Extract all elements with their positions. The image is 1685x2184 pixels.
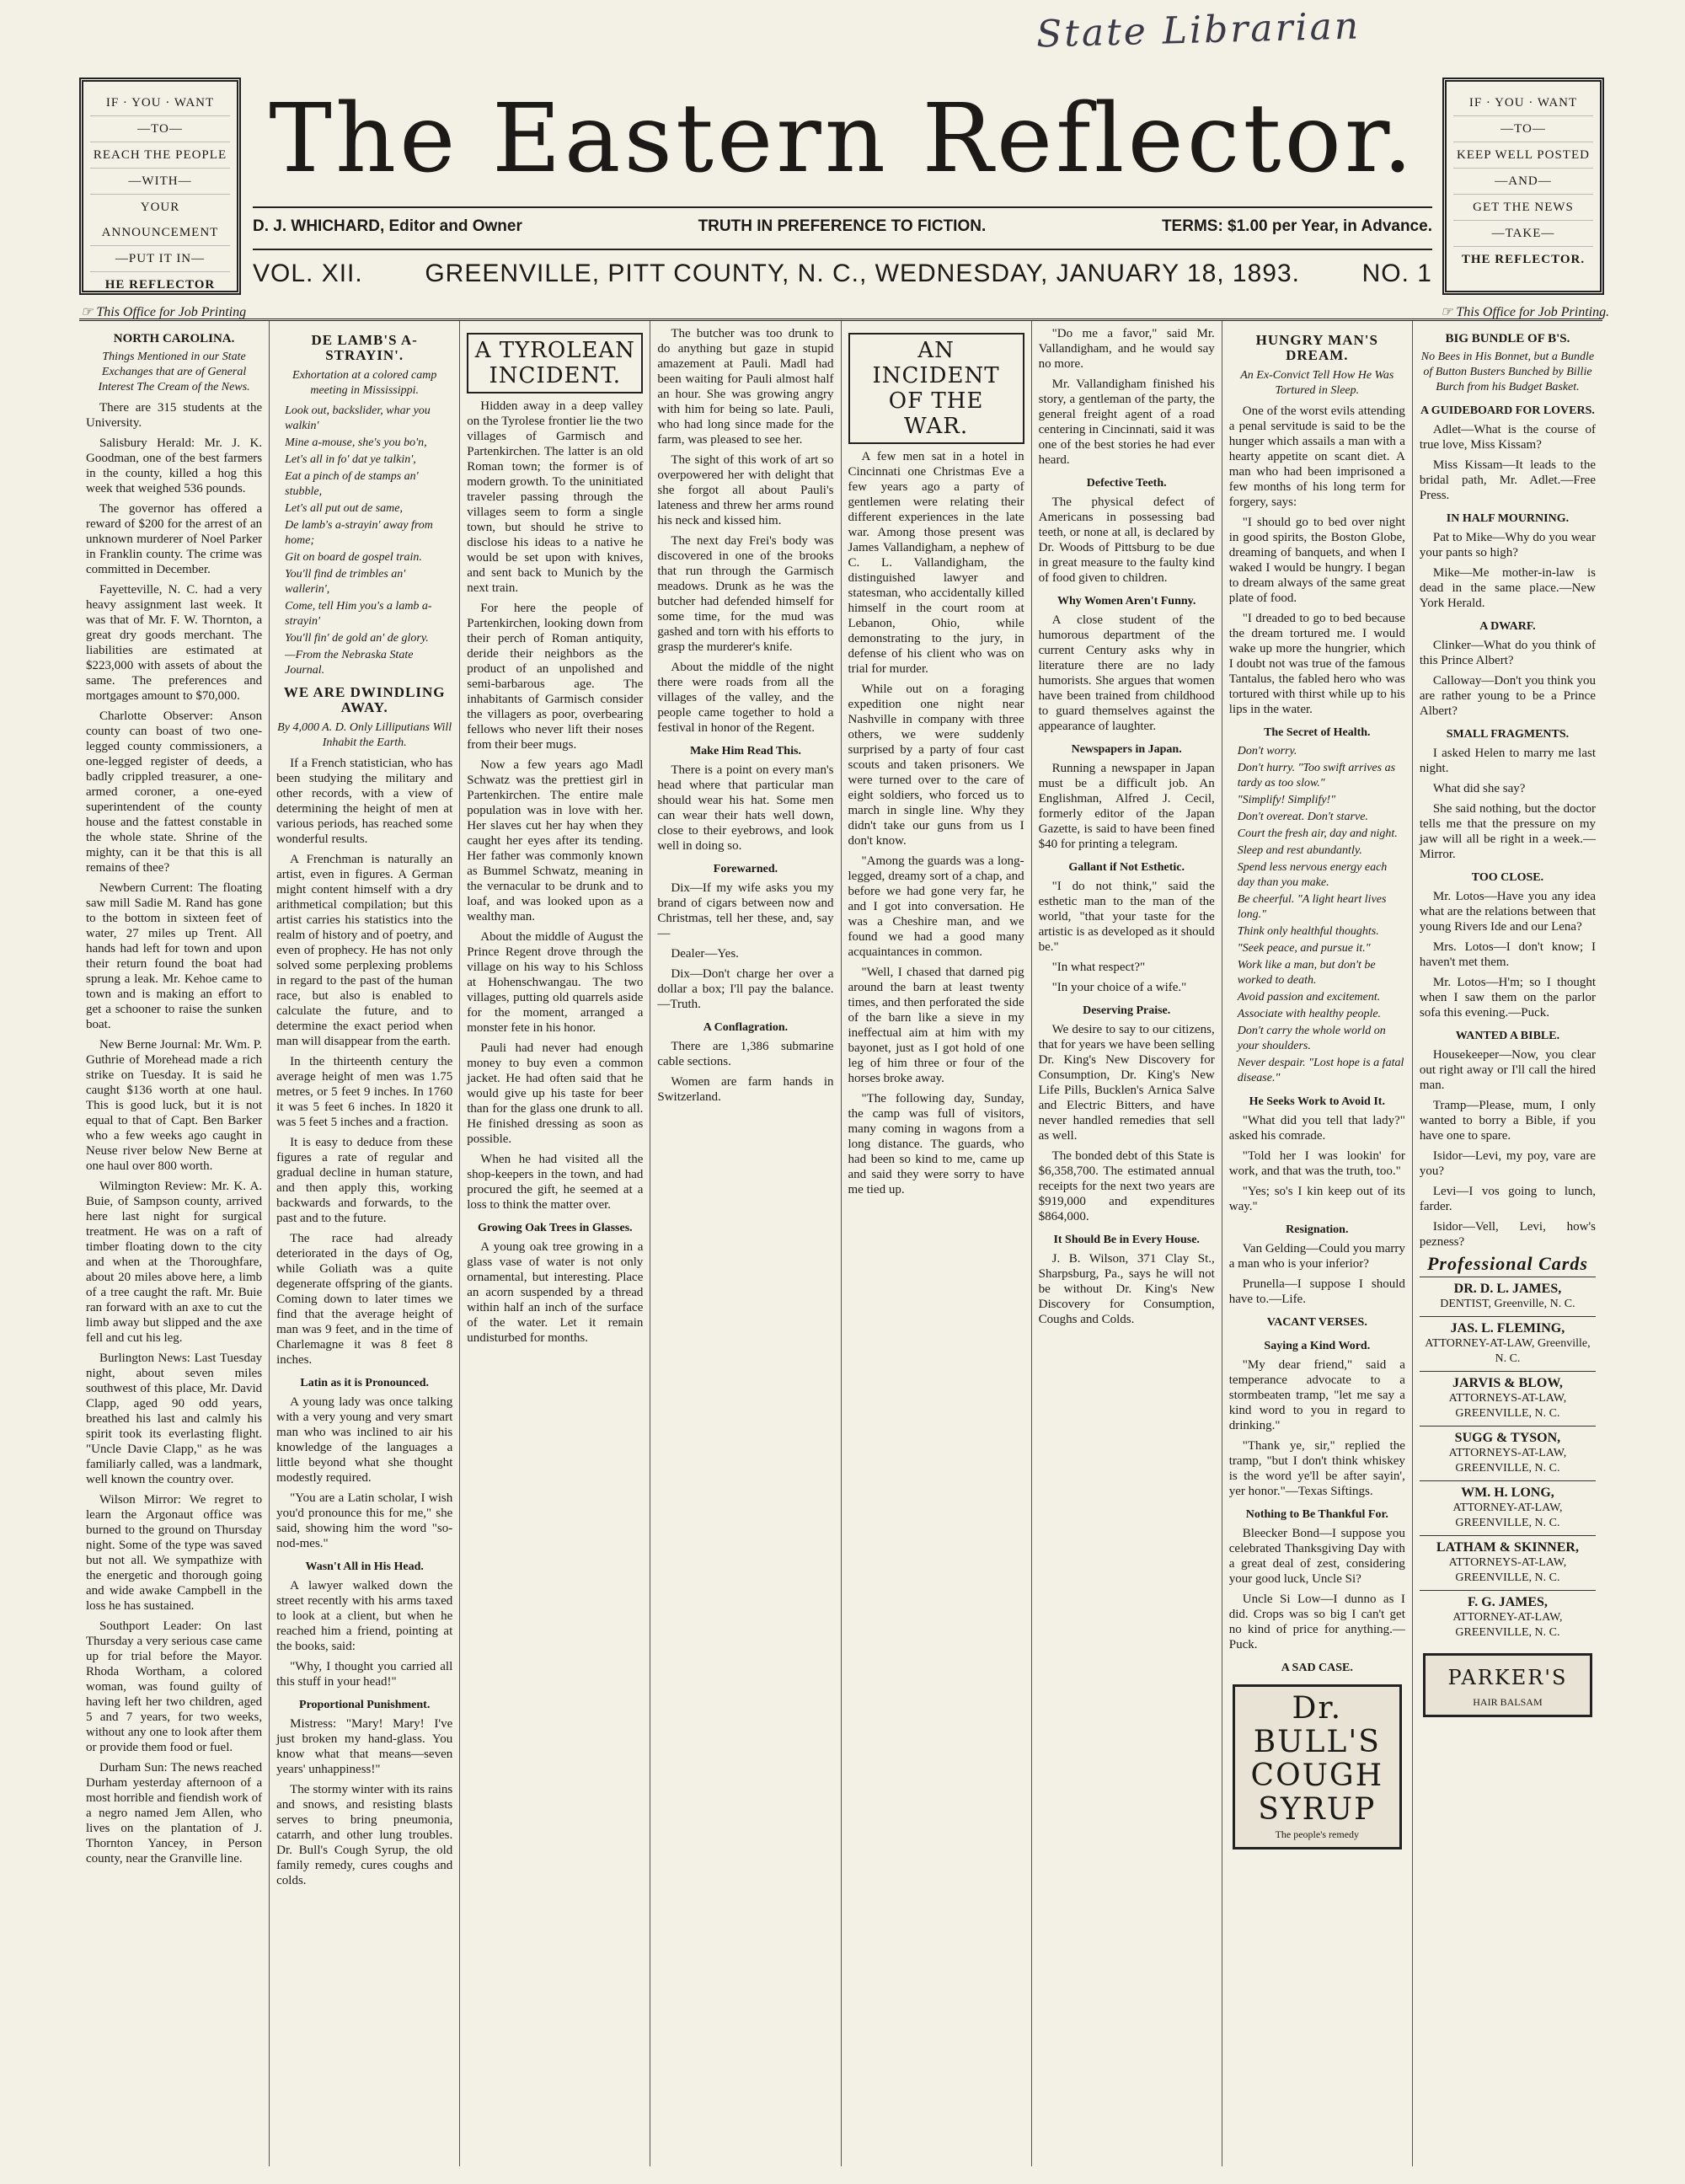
dateline: GREENVILLE, PITT COUNTY, N. C., WEDNESDAY, JANUARY 18, 1893. [425, 260, 1301, 287]
article-headline: Gallant if Not Esthetic. [1068, 861, 1185, 874]
left-ear-line: IF · YOU · WANT [90, 90, 230, 116]
article-paragraph: Women are farm hands in Switzerland. [657, 1075, 834, 1104]
article-paragraph: When he had visited all the shop-keepers in the town, and had procured the gift, he seemed at a loss to think the matter over. [467, 1153, 644, 1212]
column-heading: BIG BUNDLE OF B'S. [1445, 332, 1570, 345]
left-ear-note-text: This Office for Job Printing [96, 305, 247, 319]
article-paragraph: There are 1,386 submarine cable sections. [657, 1040, 834, 1068]
ad-tagline: The people's remedy [1275, 1828, 1360, 1840]
article-paragraph: The physical defect of Americans in possessing bad teeth, or none at all, is declared by Dr. Woods of Pittsburg to be due in great measure to the faulty kind of food given to children. [1038, 495, 1215, 585]
article-paragraph: A Frenchman is naturally an artist, even in figures. A German might content himself with a dry arithmetical compilation; but this artist carries his statistics into the realm of history and of poetry, and even of prophecy. He has not only solved some perplexing problems in regard to the past of the human race, but also is enabled to calculate the future, and to determine the exact period when man will disappear from the earth. [276, 853, 453, 1048]
joke-headline: IN HALF MOURNING. [1446, 512, 1570, 525]
article-paragraph: Mistress: "Mary! Mary! I've just broken my hand-glass. You know what that means—seven years' unhappiness!" [276, 1717, 453, 1776]
left-ear-note: ☞ This Office for Job Printing [81, 305, 247, 319]
news-item: Charlotte Observer: Anson county can boast of two one-legged county commissioners, a one-legged register of deeds, a badly crippled treasurer, a one-armed coroner, a one-eyed superintendent of the county house and the fattest constable in the whole state. Shrine of the mighty, can it be that this is all remains of thee? [86, 709, 263, 875]
article-headline: WE ARE DWINDLING AWAY. [283, 684, 446, 715]
article-headline: Growing Oak Trees in Glasses. [477, 1222, 633, 1234]
poem-line: Look out, backslider, whar you walkin' [285, 404, 431, 432]
joke-line: Miss Kissam—It leads to the bridal path, Mr. Adlet.—Free Press. [1419, 458, 1596, 502]
joke-headline: A GUIDEBOARD FOR LOVERS. [1420, 404, 1595, 417]
joke-line: Mr. Lotos—H'm; so I thought when I saw them on the parlor sofa this evening.—Puck. [1419, 976, 1596, 1020]
card-name: SUGG & TYSON, [1454, 1431, 1561, 1445]
health-rule: Never despair. "Lost hope is a fatal disease." [1237, 1057, 1404, 1084]
article-paragraph: "In what respect?" [1051, 961, 1146, 974]
joke-line: Adlet—What is the course of true love, Miss Kissam? [1419, 423, 1596, 452]
article-paragraph: "Why, I thought you carried all this stuff in your head!" [276, 1660, 453, 1689]
handwritten-annotation: State Librarian [1035, 4, 1361, 56]
poem-line: Git on board de gospel train. [285, 551, 422, 564]
article-paragraph: "Told her I was lookin' for work, and that was the truth, too." [1228, 1149, 1405, 1178]
article-headline: The Secret of Health. [1264, 726, 1371, 739]
article-paragraph: The stormy winter with its rains and snows, and resisting blasts serves to bring pneumonia, catarrh, and other lung troubles. Dr. Bull's Cough Syrup, the old family remedy, cures coughs and colds. [276, 1783, 453, 1887]
professional-card [1420, 1426, 1596, 1480]
joke-line: Calloway—Don't you think you are rather young to be a Prince Albert? [1419, 674, 1596, 718]
news-item: Wilson Mirror: We regret to learn the Argonaut office was burned to the ground on Thursday night. Some of the type was saved but not all. We sympathize with the energetic and thorough going and wide awake Campbell in the loss he has sustained. [86, 1493, 263, 1613]
article-paragraph: We desire to say to our citizens, that for years we have been selling Dr. King's New Discovery for Consumption, Dr. King's New Life Pills, Bucklen's Arnica Salve and Electric Bitters, and have never handled remedies that sell as well. [1038, 1023, 1215, 1143]
volume-number: VOL. XII. [253, 260, 363, 287]
card-line: DENTIST, Greenville, N. C. [1440, 1298, 1575, 1310]
motto-line: TRUTH IN PREFERENCE TO FICTION. [698, 217, 987, 235]
right-ear-line: IF · YOU · WANT [1453, 90, 1593, 116]
article-paragraph: "In your choice of a wife." [1051, 981, 1187, 994]
article-paragraph: "Yes; so's I kin keep out of its way." [1228, 1185, 1405, 1213]
poem-line: De lamb's a-strayin' away from home; [285, 519, 433, 547]
masthead-subline [253, 217, 1432, 236]
joke-line: Levi—I vos going to lunch, farder. [1419, 1185, 1596, 1213]
masthead-rule [253, 206, 1432, 208]
news-item: Wilmington Review: Mr. K. A. Buie, of Sampson county, arrived here last night for surgical treatment. He was on a raft of timber floating down to the city and when at the Thoroughfare, about 20 miles above here, a limb of a tree caught the raft. Mr. Buie ran forward with an axe to cut the limb away but slipped and the axe fell and cut his leg. [86, 1180, 263, 1345]
health-rule: Be cheerful. "A light heart lives long." [1237, 893, 1387, 921]
column-6 [1032, 321, 1222, 2166]
article-paragraph: "What did you tell that lady?" asked his comrade. [1228, 1114, 1405, 1143]
article-paragraph: A few men sat in a hotel in Cincinnati one Christmas Eve a few years ago a party of gentlemen were relating their different experiences in the late war. Among those present was James Vallandigham, a nephew of C. L. Vallandigham, the distinguished lawyer and statesman, who accidentally killed himself in the court room at Lebanon, Ohio, while demonstrating to the jury, in defense of his client who was on trial for murder. [848, 450, 1024, 676]
poem-line: Mine a-mouse, she's you bo'n, [285, 436, 427, 449]
article-headline: Saying a Kind Word. [1264, 1340, 1371, 1352]
professional-card [1420, 1535, 1596, 1590]
joke-line: What did she say? [1432, 782, 1526, 795]
news-item: Burlington News: Last Tuesday night, about seven miles southwest of this place, Mr. David Clapp, aged 90 odd years, breathed his last and calmly his spirit took its everlasting flight. "Uncle Davie Clapp," as he was familiarly called, was a landmark, well known the country over. [86, 1352, 263, 1486]
column-3 [460, 321, 650, 2166]
right-ear-note-text: This Office for Job Printing. [1456, 305, 1610, 319]
card-line: ATTORNEY-AT-LAW, GREENVILLE, N. C. [1452, 1611, 1563, 1639]
health-rule: Spend less nervous energy each day than you make. [1237, 861, 1388, 889]
newspaper-title: The Eastern Reflector. [269, 84, 1416, 194]
news-item: Salisbury Herald: Mr. J. K. Goodman, one of the best farmers in the county, killed a hog this week that weighed 536 pounds. [86, 436, 263, 495]
column-1 [79, 321, 270, 2166]
article-paragraph: Pauli had never had enough money to buy even a common jacket. He had often said that he would give up his taste for beer than for the glass one drunk to all. He finished dressing as soon as possible. [467, 1041, 644, 1146]
card-name: DR. D. L. JAMES, [1453, 1282, 1562, 1296]
article-paragraph: The sight of this work of art so overpowered her with delight that she forgot all about Pauli's lateness and threw her arms round his neck and kissed him. [657, 453, 834, 527]
cough-syrup-ad [1233, 1684, 1402, 1849]
poem-line: Come, tell Him you's a lamb a-strayin' [285, 600, 432, 628]
card-line: ATTORNEYS-AT-LAW, GREENVILLE, N. C. [1448, 1392, 1567, 1420]
article-headline: He Seeks Work to Avoid It. [1249, 1095, 1385, 1108]
column-7 [1222, 321, 1413, 2166]
card-name: WM. H. LONG, [1461, 1485, 1554, 1500]
joke-line: Mrs. Lotos—I don't know; I haven't met them. [1419, 940, 1596, 969]
article-headline: Forewarned. [713, 863, 778, 875]
article-paragraph: About the middle of August the Prince Regent drove through the village on his way to his Schloss at Hohenschwangau. The two villages, putting old quarrels aside for the moment, arranged a monster fete in his honor. [467, 930, 644, 1035]
professional-card [1420, 1590, 1596, 1645]
right-ear-line: THE REFLECTOR. [1461, 253, 1586, 266]
article-paragraph: Uncle Si Low—I dunno as I did. Crops was so big I can't get no kind of price for anything.—Puck. [1228, 1592, 1405, 1651]
joke-headline: WANTED A BIBLE. [1455, 1030, 1560, 1042]
joke-line: Clinker—What do you think of this Prince Albert? [1419, 639, 1596, 667]
article-headline: Make Him Read This. [689, 745, 801, 757]
right-ear-box [1442, 78, 1604, 295]
news-item: Southport Leader: On last Thursday a very serious case came up for trial before the Mayor. Rhoda Wortham, a colored woman, was found guilty of having left her two children, aged 5 and 7 years, for two weeks, without any one to look after them or provide them food or fuel. [86, 1619, 263, 1754]
article-paragraph: One of the worst evils attending a penal servitude is said to be the hunger which assails a man with a hearty appetite on scant diet. A man who had been imprisoned a few months of his long term for forgery, says: [1228, 404, 1405, 509]
health-rule: Avoid passion and excitement. [1237, 991, 1381, 1004]
article-paragraph: It is easy to deduce from these figures a rate of regular and gradual decline in human stature, and then apply this, working backwards and forwards, to the past and to the future. [276, 1136, 453, 1225]
article-headline: Proportional Punishment. [299, 1699, 431, 1711]
joke-line: Pat to Mike—Why do you wear your pants so high? [1419, 531, 1596, 559]
article-paragraph: Van Gelding—Could you marry a man who is your inferior? [1228, 1242, 1405, 1271]
article-paragraph: The butcher was too drunk to do anything but gaze in stupid amazement at Pauli. Madl had been waiting for Pauli almost half an hour. She was growing angry with him for being so late. Pauli, who had long since made for the farm, was pleased to see her. [657, 327, 834, 447]
article-paragraph: "Among the guards was a long-legged, dreamy sort of a chap, and before we had gone very far, he and I got into conversation. He was a Cheshire man, and we found we had a good many acquaintances in common. [848, 854, 1024, 959]
health-rule: Work like a man, but don't be worked to death. [1237, 959, 1376, 987]
joke-headline: A DWARF. [1479, 620, 1536, 633]
article-paragraph: A lawyer walked down the street recently with his arms taxed to look at a client, but when he reached him a friend, pointing at the books, said: [276, 1579, 453, 1653]
article-headline: Why Women Aren't Funny. [1056, 595, 1196, 608]
article-paragraph: If a French statistician, who has been studying the military and other records, with a view of determining the height of men at various periods, has reached some wonderful results. [276, 757, 453, 846]
health-rule: Don't hurry. "Too swift arrives as tardy as too slow." [1237, 762, 1396, 790]
health-rule: Sleep and rest abundantly. [1237, 844, 1362, 857]
column-8 [1413, 321, 1602, 2166]
article-headline: It Should Be in Every House. [1053, 1234, 1200, 1246]
article-paragraph: Mr. Vallandigham finished his story, a gentleman of the party, the general freight agent of a road centering in Cincinnati, said it was one of the best stories he had ever heard. [1038, 377, 1215, 467]
joke-line: Tramp—Please, mum, I only wanted to borry a Bible, if you have one to spare. [1419, 1099, 1596, 1143]
professional-cards-title: Professional Cards [1426, 1253, 1588, 1274]
professional-card [1420, 1316, 1596, 1371]
poem-source: —From the Nebraska State Journal. [285, 649, 414, 677]
column-5 [842, 321, 1032, 2166]
health-rule: Don't overeat. Don't starve. [1237, 811, 1368, 823]
joke-line: Mike—Me mother-in-law is dead in the same place.—New York Herald. [1419, 566, 1596, 610]
editor-line: D. J. WHICHARD, Editor and Owner [253, 217, 522, 235]
news-item: There are 315 students at the University. [86, 401, 263, 430]
left-ear-line: —WITH— [90, 169, 230, 195]
card-line: ATTORNEYS-AT-LAW, GREENVILLE, N. C. [1448, 1447, 1567, 1475]
health-rule: Associate with healthy people. [1237, 1008, 1382, 1020]
poem-line: You'll fin' de gold an' de glory. [285, 632, 429, 645]
poem-line: Let's all put out de same, [285, 502, 404, 515]
article-paragraph: Hidden away in a deep valley on the Tyrolese frontier lie the two villages of Garmisch and Partenkirchen. The latter is an old Roman town; the former is of modern growth. To the uninitiated traveler passing through the villages seem to form a single town, but should he strive to disclose his ideas to a native he would be set upon with knives, and sent back to Munich by the next train. [467, 399, 644, 595]
left-ear-line: —PUT IT IN— [90, 246, 230, 272]
article-headline: Defective Teeth. [1086, 477, 1167, 490]
right-ear-line: —TAKE— [1453, 221, 1593, 247]
news-item: Fayetteville, N. C. had a very heavy assignment last week. It was that of Mr. F. W. Thornton, a great dry goods merchant. The liabilities are estimated at $223,000 with assets of about the same. The preferences and mortgages amount to $70,000. [86, 583, 263, 703]
article-paragraph: "I do not think," said the esthetic man to the man of the world, "that your taste for the artistic is as developed as it should be." [1038, 880, 1215, 954]
health-rule: Think only healthful thoughts. [1237, 925, 1379, 938]
left-ear-line: REACH THE PEOPLE [90, 142, 230, 169]
article-paragraph: "I dreaded to go to bed because the dream tortured me. I would wake up more the hungrier, which I doubt not was true of the famous Tantalus, the fabled hero who was tortured with thirst while up to his lips in the water. [1228, 612, 1405, 716]
article-headline: VACANT VERSES. [1266, 1316, 1367, 1329]
joke-line: Isidor—Levi, my poy, vare are you? [1419, 1149, 1596, 1178]
right-ear-line: GET THE NEWS [1453, 195, 1593, 221]
joke-headline: SMALL FRAGMENTS. [1446, 728, 1570, 741]
card-line: ATTORNEY-AT-LAW, Greenville, N. C. [1425, 1337, 1591, 1365]
news-item: New Berne Journal: Mr. Wm. P. Guthrie of Morehead made a rich strike on Tuesday. It is said he caught $136 worth at one haul. This is good luck, but it is not equal to that of Capt. Ben Barker who a few weeks ago caught in Neuse river below New Berne at one haul over 800 worth. [86, 1038, 263, 1173]
left-ear-box [79, 78, 241, 295]
article-paragraph: "Well, I chased that darned pig around the barn at least twenty times, and then perforated the side of the barn like a sieve in my ineffectual aim at him with my bayonet, just as I got hold of one leg of him three or four of the horses broke away. [848, 966, 1024, 1085]
article-subhead: By 4,000 A. D. Only Lilliputians Will Inhabit the Earth. [277, 721, 452, 749]
article-subhead: Exhortation at a colored camp meeting in Mississippi. [292, 369, 437, 397]
card-name: LATHAM & SKINNER, [1436, 1540, 1579, 1555]
professional-card [1420, 1277, 1596, 1316]
professional-card [1420, 1371, 1596, 1426]
poem-line: Let's all in fo' dat ye talkin', [285, 453, 416, 466]
left-ear-line: —TO— [90, 116, 230, 142]
left-ear-line: YOUR ANNOUNCEMENT [90, 195, 230, 246]
column-subheading: No Bees in His Bonnet, but a Bundle of Button Busters Bunched by Billie Burch from his Budget Basket. [1420, 351, 1595, 393]
right-ear-note: ☞ This Office for Job Printing. [1441, 305, 1610, 319]
article-paragraph: The race had already deteriorated in the days of Og, while Goliath was a quite degenerate offspring of the giants. Coming down to later times we find that the average height of man was 9 feet, and in the time of Charlemagne it was 8 feet 8 inches. [276, 1232, 453, 1367]
joke-line: Housekeeper—Now, you clear out right away or I'll call the hired man. [1419, 1048, 1596, 1092]
article-paragraph: The bonded debt of this State is $6,358,700. The estimated annual receipts for the next two years are $919,000 and expenditures $864,000. [1038, 1149, 1215, 1223]
article-headline: Wasn't All in His Head. [305, 1560, 424, 1573]
health-rule: Court the fresh air, day and night. [1237, 827, 1398, 840]
right-ear-line: —TO— [1453, 116, 1593, 142]
health-rule: Don't worry. [1237, 745, 1297, 757]
health-rule: Don't carry the whole world on your shoulders. [1237, 1025, 1386, 1052]
article-headline: Nothing to Be Thankful For. [1245, 1508, 1388, 1521]
ad-title: COUGH SYRUP [1250, 1758, 1384, 1827]
article-paragraph: "Do me a favor," said Mr. Vallandigham, and he would say no more. [1038, 327, 1215, 371]
article-headline: DE LAMB'S A-STRAYIN'. [311, 332, 418, 363]
article-headline: Deserving Praise. [1083, 1004, 1171, 1017]
article-paragraph: In the thirteenth century the average height of men was 1.75 metres, or 5 feet 9 inches. In 1760 it was 5 feet 6 inches. In 1820 it was 5 feet 5 inches and a fraction. [276, 1055, 453, 1129]
professional-card [1420, 1480, 1596, 1535]
joke-line: I asked Helen to marry me last night. [1419, 747, 1596, 775]
issue-line [253, 260, 1432, 288]
right-ear-line: KEEP WELL POSTED [1453, 142, 1593, 169]
column-heading: NORTH CAROLINA. [113, 332, 235, 345]
article-paragraph: "Thank ye, sir," replied the tramp, "but I don't think whiskey is the word ye'll be after sayin', yer honor."—Texas Siftings. [1228, 1439, 1405, 1498]
poem-line: You'll find de trimbles an' wallerin', [285, 568, 406, 596]
masthead-rule [253, 249, 1432, 250]
article-paragraph: "I should go to bed over night in good spirits, the Boston Globe, dreaming of banquets, and when I waked I would be hungry. I began to dream always of the same great plate of food. [1228, 516, 1405, 605]
column-subheading: Things Mentioned in our State Exchanges that are of General Interest The Cream of the News. [98, 351, 250, 393]
joke-line: Isidor—Vell, Levi, how's pezness? [1419, 1220, 1596, 1249]
news-columns [79, 318, 1602, 2166]
article-headline: A TYROLEAN INCIDENT. [467, 333, 643, 393]
article-paragraph: A close student of the humorous department of the current Century asks why in literature there are no lady humorists. She argues that women have been trained from childhood to guard themselves against the appearance of laughter. [1038, 613, 1215, 733]
health-rule: "Seek peace, and pursue it." [1237, 942, 1371, 955]
column-2 [270, 321, 460, 2166]
article-paragraph: A young lady was once talking with a very young and very smart man who was inclined to air his knowledge of the languages a little beyond what she thought modestly required. [276, 1395, 453, 1485]
news-item: Durham Sun: The news reached Durham yesterday afternoon of a most horrible and fiendish work of a negro named Jem Allen, who lives on the plantation of J. Thornton Yancey, in Person county, near the Granville line. [86, 1761, 263, 1866]
article-paragraph: "You are a Latin scholar, I wish you'd pronounce this for me," she said, showing him the word "so-nod-mes." [276, 1491, 453, 1550]
article-headline: Latin as it is Pronounced. [300, 1377, 429, 1389]
article-paragraph: J. B. Wilson, 371 Clay St., Sharpsburg, Pa., says he will not be without Dr. King's New Discovery for Consumption, Coughs and Colds. [1038, 1252, 1215, 1326]
article-paragraph: While out on a foraging expedition one night near Nashville in company with three others, we were suddenly surprised by a party of four cast scouts and taken prisoners. We were turned over to the care of eight soldiers, who forced us to march in single line. Why they didn't take our guns from us I don't know. [848, 682, 1024, 848]
article-paragraph: "The following day, Sunday, the camp was full of visitors, many coming in wagons from a long distance. The guards, who had been so kind to me, came up and said they were sorry to have me tied up. [848, 1092, 1024, 1196]
article-headline: Newspapers in Japan. [1071, 743, 1182, 756]
article-paragraph: A young oak tree growing in a glass vase of water is not only ornamental, but interesting. Place an acorn suspended by a thread within half an inch of the surface of the water. Let it remain undisturbed for months. [467, 1240, 644, 1345]
poem-line: Eat a pinch of de stamps an' stubble, [285, 470, 419, 498]
article-paragraph: Running a newspaper in Japan must be a difficult job. An Englishman, Alfred J. Cecil, formerly editor of the Japan Gazette, is said to have been fined $40 for printing a telegram. [1038, 762, 1215, 851]
ad-title: Dr. BULL'S [1253, 1691, 1381, 1759]
card-name: JARVIS & BLOW, [1452, 1376, 1563, 1390]
joke-line: Mr. Lotos—Have you any idea what are the relations between that young Rivers Ide and our Lena? [1419, 890, 1596, 934]
article-paragraph: Dix—If my wife asks you my brand of cigars between now and Christmas, tell her these, and, say— [657, 881, 834, 940]
issue-number: NO. 1 [1361, 260, 1432, 287]
article-paragraph: "My dear friend," said a temperance advocate to a stormbeaten tramp, "let me say a kind word to you in regard to drinking." [1228, 1358, 1405, 1432]
column-4 [650, 321, 841, 2166]
article-paragraph: There is a point on every man's head where that particular man should wear his hat. Some men can wear their hats well down, close to their eyebrows, and look well in doing so. [657, 763, 834, 853]
right-ear-line: —AND— [1453, 169, 1593, 195]
article-headline: AN INCIDENT OF THE WAR. [848, 333, 1024, 444]
article-paragraph: The next day Frei's body was discovered in one of the brooks that run through the Garmisch meadows. Drunk as he was the butcher had defended himself for some time, for the mud was gashed and torn with his efforts to grasp the murderer's knife. [657, 534, 834, 654]
terms-line: TERMS: $1.00 per Year, in Advance. [1161, 217, 1432, 235]
card-name: JAS. L. FLEMING, [1450, 1321, 1565, 1336]
news-item: Newbern Current: The floating saw mill Sadie M. Rand has gone to the bottom in sixteen feet of water, 27 miles up Trent. All hands had left for town and upon their return found the boat had sprung a leak. Mr. Kehoe came to town and is making an effort to get a schooner to raise the sunken boat. [86, 881, 263, 1031]
article-headline: A SAD CASE. [1281, 1662, 1353, 1674]
card-line: ATTORNEYS-AT-LAW, GREENVILLE, N. C. [1448, 1556, 1567, 1584]
card-line: ATTORNEY-AT-LAW, GREENVILLE, N. C. [1452, 1502, 1563, 1529]
health-rule: "Simplify! Simplify!" [1237, 794, 1336, 806]
article-paragraph: Now a few years ago Madl Schwatz was the prettiest girl in Partenkirchen. The entire male population was in love with her. Her slaves cut her hay when they caught her eyes after its tending. Her father was commonly known as Bummel Schwatz, meaning in the vernacular to be drunk and to loaf, and was looked upon as a wealthy man. [467, 758, 644, 923]
article-headline: HUNGRY MAN'S DREAM. [1255, 332, 1378, 363]
article-headline: A Conflagration. [703, 1021, 789, 1034]
joke-headline: TOO CLOSE. [1471, 871, 1544, 884]
article-paragraph: Dix—Don't charge her over a dollar a box; I'll pay the balance.—Truth. [657, 967, 834, 1011]
article-paragraph: About the middle of the night there were roads from all the villages of the valley, and the people came together to hold a festival in honor of the Regent. [657, 661, 834, 735]
left-ear-line: HE REFLECTOR [104, 278, 216, 292]
hair-balsam-ad [1423, 1653, 1592, 1717]
article-paragraph: For here the people of Partenkirchen, looking down from their perch of Roman antiquity, deride their neighbors as the product of an unpolished and semi-barbarous age. The inhabitants of Garmisch consider the villagers as poor, overbearing fellows who never lift their noses from their beer mugs. [467, 602, 644, 752]
article-headline: Resignation. [1286, 1223, 1349, 1236]
article-paragraph: Prunella—I suppose I should have to.—Life. [1228, 1277, 1405, 1306]
article-paragraph: Bleecker Bond—I suppose you celebrated Thanksgiving Day with a great deal of zest, considering your good luck, Uncle Si? [1228, 1527, 1405, 1586]
ad-tagline: HAIR BALSAM [1473, 1696, 1543, 1708]
card-name: F. G. JAMES, [1467, 1595, 1548, 1609]
ad-title: PARKER'S [1447, 1666, 1568, 1689]
joke-line: She said nothing, but the doctor tells me that the pressure on my jaw will all be right in a week.—Mirror. [1419, 802, 1596, 861]
article-paragraph: Dealer—Yes. [671, 947, 739, 961]
news-item: The governor has offered a reward of $200 for the arrest of an unknown murderer of Noel Parker in Franklin county. The crime was committed in December. [86, 502, 263, 576]
article-subhead: An Ex-Convict Tell How He Was Tortured in Sleep. [1240, 369, 1394, 397]
